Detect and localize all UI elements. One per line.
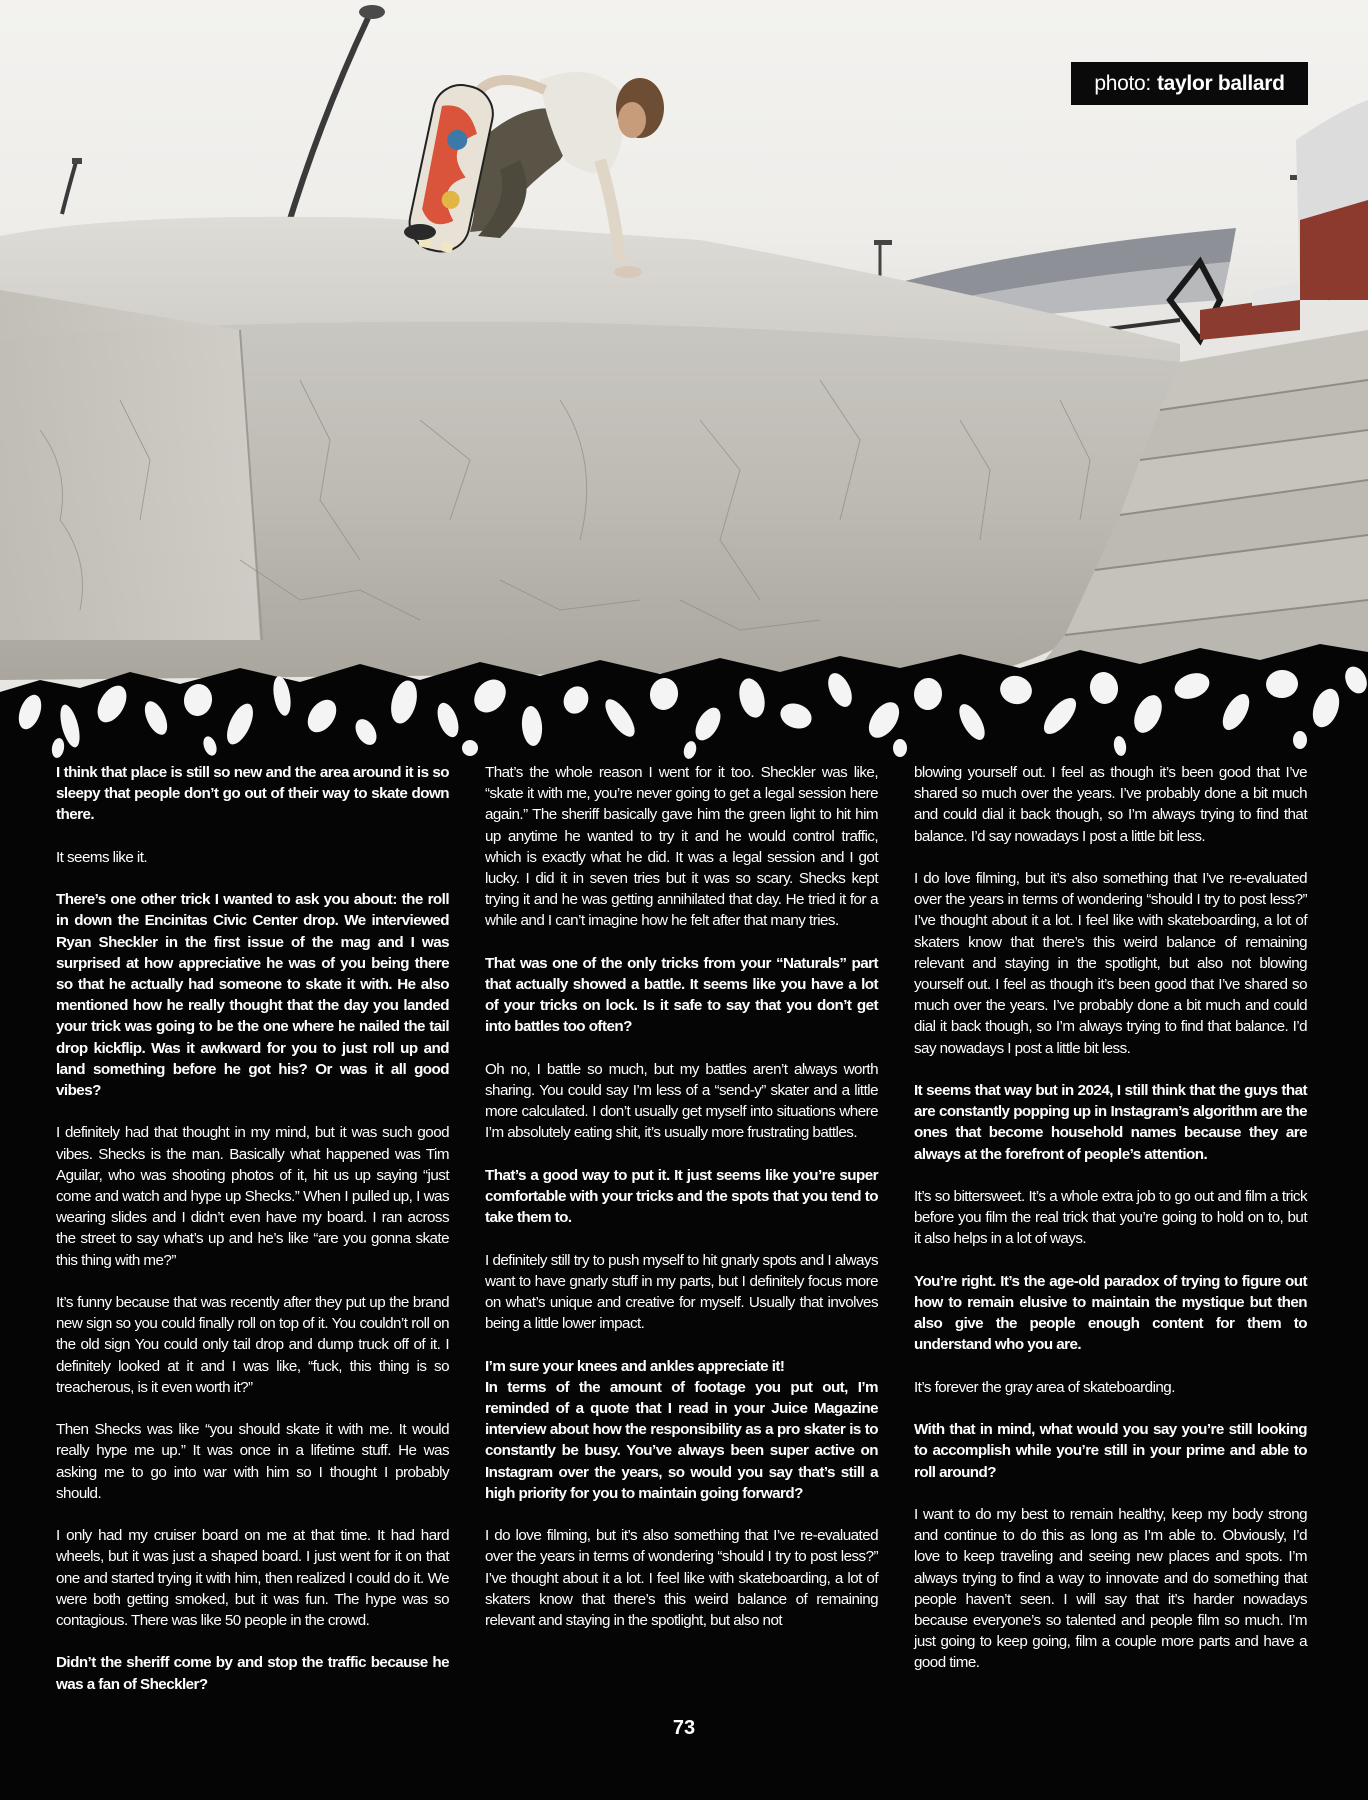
interview-question: Didn’t the sheriff come by and stop the traffic because he was a fan of Sheckler? <box>56 1654 449 1693</box>
interview-answer: It seems like it. <box>56 848 148 866</box>
page-number: 73 <box>672 1717 696 1739</box>
interview-answer: It’s funny because that was recently after they put up the brand new sign so you could finally roll on top of it. You couldn’t roll on the old sign You could only tail drop and dump truck off of it. I definitely looked at it and I was like, “fuck, this thing is so treacherous, is it even worth it?” <box>56 1294 449 1396</box>
photo-credit-label: photo: <box>1094 71 1151 95</box>
interview-answer: It’s forever the gray area of skateboarding. <box>914 1378 1175 1396</box>
interview-answer: I want to do my best to remain healthy, keep my body strong and continue to do this as long as I’m able to. Obviously, I’d love to keep traveling and seeing new places and spots. I’m always trying to find a way to innovate and do something that people haven’t seen. I will say that it’s harder nowadays because everyone’s so talented and people film so much. I’m just going to keep going, film a couple more parts and have a good time. <box>914 1506 1307 1672</box>
skate-photo <box>0 0 1368 760</box>
interview-answer: I do love filming, but it’s also something that I’ve re-evaluated over the years in terms of wondering “should I try to post less?” I’ve thought about it a lot. I feel like with skateboarding, a lot of skaters know that there’s this weird balance of remaining relevant and staying in the spotlight, but also not blowing yourself out. I feel as though it’s been good that I’ve shared so much over the years. I’ve probably done a bit much and could dial it back though, so I’m always trying to find that balance. I’d say nowadays I post a little bit less. <box>914 870 1307 1057</box>
interview-question: That’s a good way to put it. It just seems like you’re super comfortable with your tricks and the spots that you tend to take them to. <box>485 1166 878 1227</box>
interview-answer: It’s so bittersweet. It’s a whole extra job to go out and film a trick before you film the real trick that you’re going to hold on to, but it also helps in a lot of ways. <box>914 1188 1307 1248</box>
interview-question: In terms of the amount of footage you put out, I’m reminded of a quote that I read in your Juice Magazine interview about how the responsibility as a pro skater is to constantly be busy. You’ve always been super active on Instagram over the years, so would you say that’s still a high priority for you to maintain going forward? <box>485 1378 878 1502</box>
interview-answer: That’s the whole reason I went for it too. Sheckler was like, “skate it with me, you’re never going to get a legal session here again.” The sheriff basically gave him the green light to hit him up anytime he wanted to try it and he would control traffic, which is exactly what he did. It was a legal session and I got lucky. I did it in seven tries but it was so scary. Shecks kept trying it and he was getting annihilated that day. He tried it for a while and I can’t imagine how he felt after that many tries. <box>485 764 878 930</box>
interview-answer: I only had my cruiser board on me at that time. It had hard wheels, but it was just a shaped board. I just went for it on that one and started trying it with him, then realized I could do it. We were both getting smoked, but it was fun. The hype was so contagious. There was like 50 people in the crowd. <box>56 1527 449 1630</box>
article-column-3 <box>914 762 1307 1674</box>
interview-question: It seems that way but in 2024, I still think that the guys that are constantly popping up in Instagram’s algorithm are the ones that become household names because they are always at the forefront of people’s attention. <box>914 1082 1307 1163</box>
skate-photo-illustration <box>0 0 1368 760</box>
photo-credit <box>1071 62 1308 105</box>
interview-question: There’s one other trick I wanted to ask you about: the roll in down the Encinitas Civic Center drop. We interviewed Ryan Sheckler in the first issue of the mag and I was surprised at how appreciative he was of you being there so that he actually had someone to skate it with. He also mentioned how he really thought that the day you landed your trick was going to be the one where he nailed the tail drop kickflip. Was it awkward for you to just roll up and land something before he got his? Or was it all good vibes? <box>56 891 449 1100</box>
article-column-2 <box>485 762 878 1631</box>
interview-question: With that in mind, what would you say you’re still looking to accomplish while you’re still in your prime and able to roll around? <box>914 1421 1307 1481</box>
interview-answer: blowing yourself out. I feel as though it’s been good that I’ve shared so much over the years. I’ve probably done a bit much and could dial it back though, so I’m always trying to find that balance. I’d say nowadays I post a little bit less. <box>914 764 1307 845</box>
interview-answer: I definitely still try to push myself to hit gnarly spots and I always want to have gnarly stuff in my parts, but I definitely focus more on what’s unique and creative for myself. Usually that involves being a little lower impact. <box>485 1251 878 1333</box>
article-column-1 <box>56 762 449 1695</box>
interview-answer: Then Shecks was like “you should skate it with me. It would really hype me up.” It was once in a lifetime stuff. He was asking me to go into war with him so I thought I probably should. <box>56 1421 449 1502</box>
interview-question: That was one of the only tricks from your “Naturals” part that actually showed a battle. It seems like you have a lot of your tricks on lock. Is it safe to say that you don’t get into battles too often? <box>485 954 878 1036</box>
interview-question: You’re right. It’s the age-old paradox of trying to figure out how to remain elusive to maintain the mystique but then also give the people enough content for them to understand who you are. <box>914 1272 1307 1354</box>
interview-question: I think that place is still so new and the area around it is so sleepy that people don’t go out of their way to skate down there. <box>56 764 449 824</box>
photographer-name: taylor ballard <box>1156 71 1285 95</box>
interview-answer: Oh no, I battle so much, but my battles aren’t always worth sharing. You could say I’m less of a “send-y” skater and a little more calculated. I don’t usually get myself into situations where I’m absolutely eating shit, it’s usually more frustrating battles. <box>485 1060 878 1142</box>
interview-answer: I do love filming, but it’s also something that I’ve re-evaluated over the years in terms of wondering “should I try to post less?” I’ve thought about it a lot. I feel like with skateboarding, a lot of skaters know that there’s this weird balance of remaining relevant and staying in the spotlight, but also not <box>485 1527 878 1630</box>
interview-answer: I definitely had that thought in my mind, but it was such good vibes. Shecks is the man. Basically what happened was Tim Aguilar, who was shooting photos of it, hit us up saying “just come and watch and hype up Shecks.” When I pulled up, I was wearing slides and I didn’t even have my board. I ran across the street to say what’s up and he’s like “are you gonna skate this thing with me?” <box>56 1124 449 1269</box>
interview-question: I’m sure your knees and ankles appreciate it! <box>485 1357 785 1375</box>
